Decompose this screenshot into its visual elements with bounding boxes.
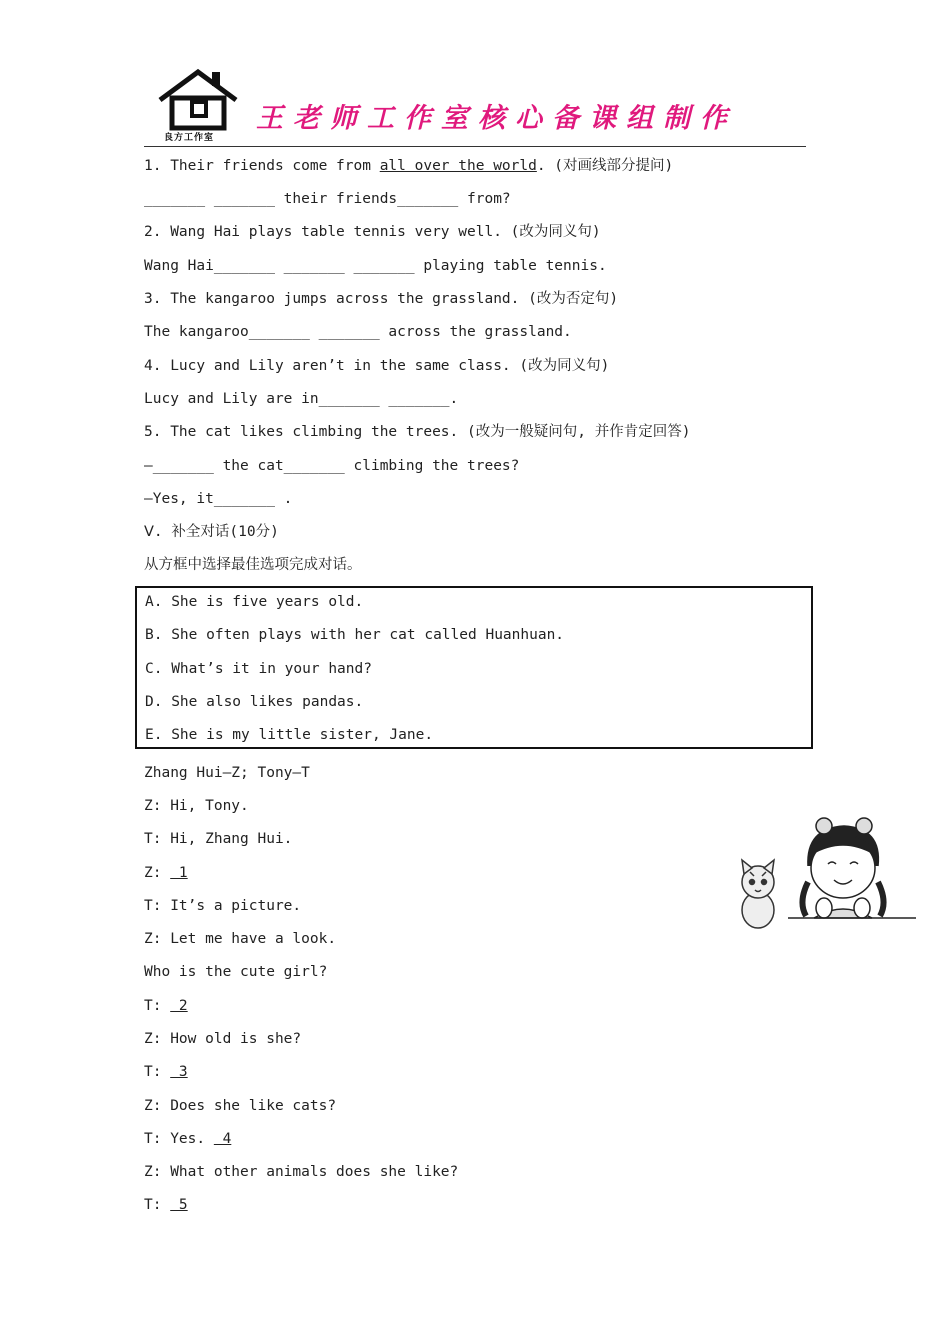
dialogue-line: Z: Hi, Tony. xyxy=(144,798,249,814)
q2-answer: Wang Hai_______ _______ _______ playing table tennis. xyxy=(144,258,607,274)
cat-icon xyxy=(742,860,774,928)
q4-answer: Lucy and Lily are in_______ _______. xyxy=(144,391,459,407)
options-box xyxy=(135,586,813,749)
header-divider xyxy=(144,146,806,147)
option-a: A. She is five years old. xyxy=(145,594,364,610)
girl-icon xyxy=(788,818,916,918)
q5-prompt: 5. The cat likes climbing the trees. (改为一般疑问句, 并作肯定回答) xyxy=(144,424,691,440)
blank-3: 3 xyxy=(170,1064,188,1080)
dialogue-line: T: Hi, Zhang Hui. xyxy=(144,831,293,847)
q3-prompt: 3. The kangaroo jumps across the grassland. (改为否定句) xyxy=(144,291,619,307)
dialogue-line: T: It’s a picture. xyxy=(144,898,302,914)
q2-prompt: 2. Wang Hai plays table tennis very well. (改为同义句) xyxy=(144,224,601,240)
blank-1: 1 xyxy=(170,865,188,881)
dialogue-line: Z: Let me have a look. xyxy=(144,931,337,947)
logo-caption: 良方工作室 xyxy=(164,133,215,143)
option-e: E. She is my little sister, Jane. xyxy=(145,727,434,743)
dialogue-line: Z: Does she like cats? xyxy=(144,1098,337,1114)
q5-answer-reply: —Yes, it_______ . xyxy=(144,491,293,507)
page-header xyxy=(144,66,806,148)
q1-prompt: 1. Their friends come from all over the world. (对画线部分提问) xyxy=(144,158,674,174)
q1-answer: _______ _______ their friends_______ from? xyxy=(144,191,511,207)
q5-answer-question: —_______ the cat_______ climbing the trees? xyxy=(144,458,520,474)
blank-2: 2 xyxy=(170,998,188,1014)
blank-5: 5 xyxy=(170,1197,188,1213)
option-b: B. She often plays with her cat called Huanhuan. xyxy=(145,627,565,643)
blank-4: 4 xyxy=(213,1131,232,1147)
dialogue-line: T: Yes. 4 xyxy=(144,1131,232,1147)
q3-answer: The kangaroo_______ _______ across the grassland. xyxy=(144,324,572,340)
dialogue-line: Who is the cute girl? xyxy=(144,964,328,980)
girl-and-cat-illustration xyxy=(728,812,918,942)
dialogue-line: Z: How old is she? xyxy=(144,1031,302,1047)
section5-title: Ⅴ. 补全对话(10分) xyxy=(144,524,279,540)
dialogue-line: T: 5 xyxy=(144,1197,188,1213)
dialogue-line: Z: What other animals does she like? xyxy=(144,1164,459,1180)
dialogue-line: Z: 1 xyxy=(144,865,188,881)
dialogue-line: T: 3 xyxy=(144,1064,188,1080)
option-d: D. She also likes pandas. xyxy=(145,694,364,710)
q4-prompt: 4. Lucy and Lily aren’t in the same class. (改为同义句) xyxy=(144,358,610,374)
section5-instruction: 从方框中选择最佳选项完成对话。 xyxy=(144,557,362,573)
speakers-key: Zhang Hui—Z; Tony—T xyxy=(144,765,310,781)
option-c: C. What’s it in your hand? xyxy=(145,661,372,677)
dialogue-line: T: 2 xyxy=(144,998,188,1014)
header-banner: 王老师工作室核心备课组制作 xyxy=(256,103,737,134)
